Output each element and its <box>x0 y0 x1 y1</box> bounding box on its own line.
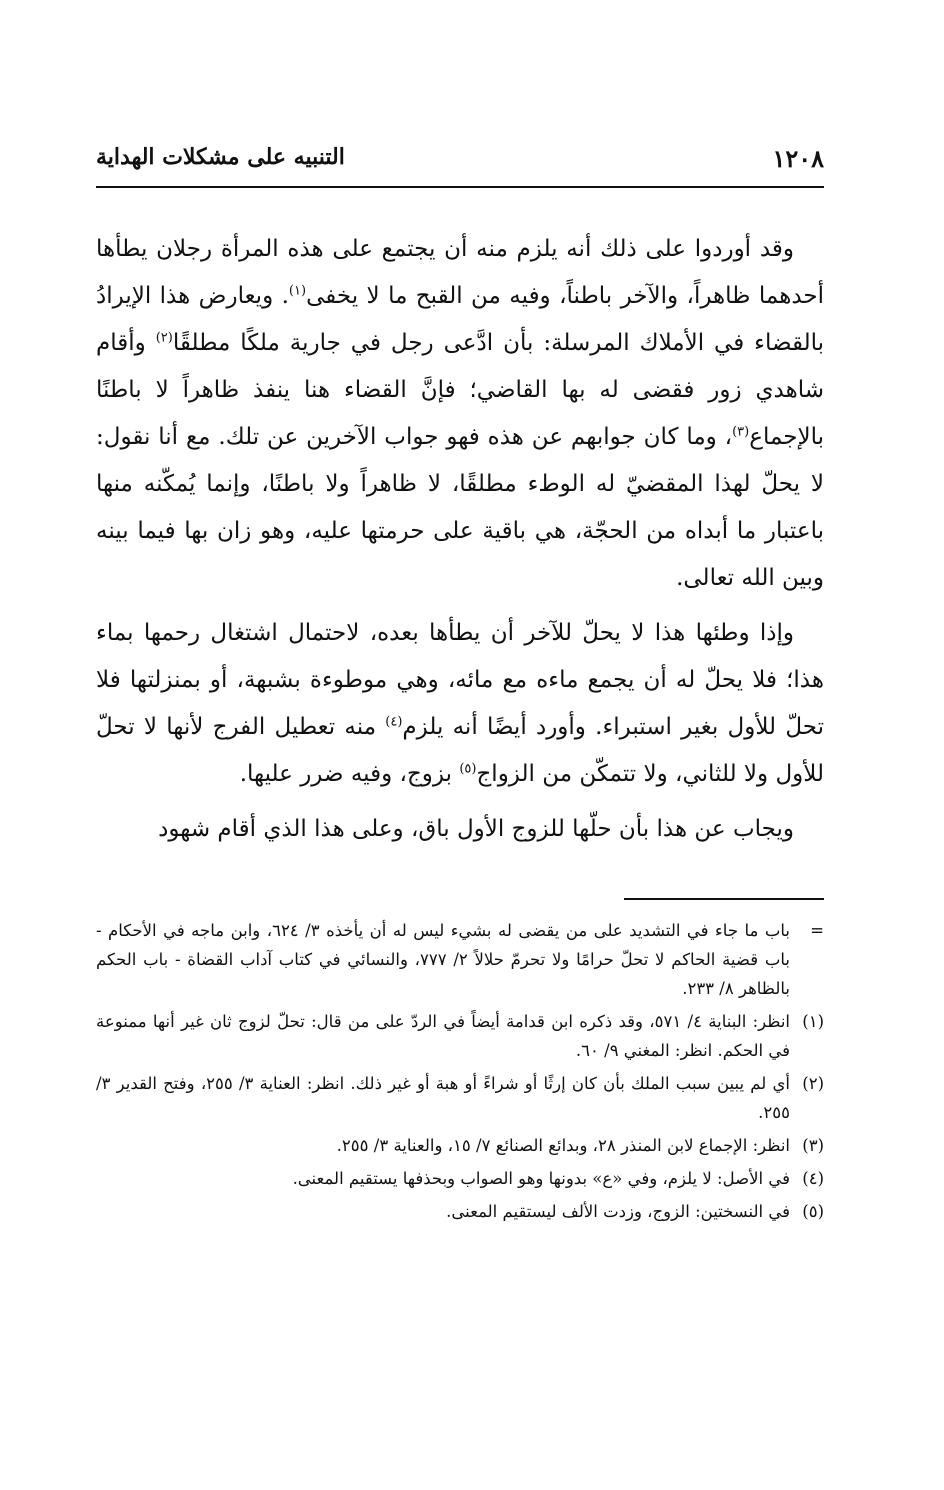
paragraph-2: وإذا وطئها هذا لا يحلّ للآخر أن يطأها بعده، لاحتمال اشتغال رحمها بماء هذا؛ فلا يحلّ له أن يجمع ماءه مع مائه، وهي موطوءة بشبهة، أو بمنزلتها فلا تحلّ للأول بغير استبراء. وأورد أيضًا أنه يلزم$^{(٤)}$ منه تعطيل الفرج لأنها لا تحلّ للأول ولا للثاني، ولا تتمكّن من الزواج$^{(٥)}$ بزوج، وفيه ضرر عليها. <box>96 620 824 787</box>
footnote-ref-2: (٢) <box>155 330 173 346</box>
header-divider <box>96 186 824 188</box>
footnote-text: في الأصل: لا يلزم، وفي «ع» بدونها وهو الصواب وبحذفها يستقيم المعنى. <box>292 1169 790 1188</box>
footnotes <box>96 916 824 1230</box>
footnote-2 <box>96 1069 824 1127</box>
page-header <box>96 140 824 180</box>
footnote-text: انظر: الإجماع لابن المنذر ٢٨، وبدائع الصنائع ٧/ ١٥، والعناية ٣/ ٢٥٥. <box>336 1136 790 1155</box>
footnote-4 <box>96 1164 824 1193</box>
footnote-divider <box>624 898 824 900</box>
main-text <box>96 226 824 861</box>
footnote-5 <box>96 1197 824 1226</box>
footnote-text: في النسختين: الزوج، وزدت الألف ليستقيم المعنى. <box>446 1202 790 1221</box>
footnote-mark: (١) <box>802 1012 824 1031</box>
footnote-text: باب ما جاء في التشديد على من يقضى له بشيء ليس له أن يأخذه ٣/ ٦٢٤، وابن ماجه في الأحكام - باب قضية الحاكم لا تحلّ حرامًا ولا تحرمّ حلالاً ٢/ ٧٧٧، والنسائي في كتاب آداب القضاة - باب الحكم بالظاهر ٨/ ٢٣٣. <box>96 921 790 998</box>
footnote-ref-5: (٥) <box>459 761 477 777</box>
footnote-mark: (٤) <box>802 1169 824 1188</box>
footnote-mark: (٢) <box>802 1074 824 1093</box>
footnote-1 <box>96 1007 824 1065</box>
footnote-ref-3: (٣) <box>732 424 750 440</box>
running-title: التنبيه على مشكلات الهداية <box>96 144 345 170</box>
footnote-continued <box>96 916 824 1003</box>
footnote-mark: (٥) <box>802 1202 824 1221</box>
footnote-mark: = <box>810 921 824 940</box>
page-number: ١٢٠٨ <box>772 144 824 173</box>
footnote-mark: (٣) <box>802 1136 824 1155</box>
footnote-ref-1: (١) <box>288 283 307 299</box>
footnote-ref-4: (٤) <box>385 714 403 730</box>
paragraph-1: وقد أوردوا على ذلك أنه يلزم منه أن يجتمع على هذه المرأة رجلان يطأها أحدهما ظاهراً، والآخر باطناً، وفيه من القبح ما لا يخفى$^{(١)}$. ويعارض هذا الإيرادُ بالقضاء في الأملاك المرسلة: بأن ادَّعى رجل في جارية ملكًا مطلقًا$^{(٢)}$ وأقام شاهدي زور فقضى له بها القاضي؛ فإنَّ القضاء هنا ينفذ ظاهراً لا باطنًا بالإجماع$^{(٣)}$، وما كان جوابهم عن هذه فهو جواب الآخرين عن تلك. مع أنا نقول: لا يحلّ لهذا المقضيّ له الوطء مطلقًا، لا ظاهراً ولا باطنًا، وإنما يُمكّنه منها باعتبار ما أبداه من الحجّة، هي باقية على حرمتها عليه، وهو زان بها فيما بينه وبين الله تعالى. <box>96 236 824 591</box>
footnote-text: أي لم يبين سبب الملك بأن كان إرثًا أو شراءً أو هبة أو غير ذلك. انظر: العناية ٣/ ٢٥٥، وفتح القدير ٣/ ٢٥٥. <box>96 1074 790 1122</box>
paragraph-3: ويجاب عن هذا بأن حلّها للزوج الأول باق، وعلى هذا الذي أقام شهود <box>158 816 794 842</box>
footnote-text: انظر: البناية ٤/ ٥٧١، وقد ذكره ابن قدامة أيضاً في الردّ على من قال: تحلّ لزوج ثان غير أنها ممنوعة في الحكم. انظر: المغني ٩/ ٦٠. <box>96 1012 790 1060</box>
footnote-3 <box>96 1131 824 1160</box>
